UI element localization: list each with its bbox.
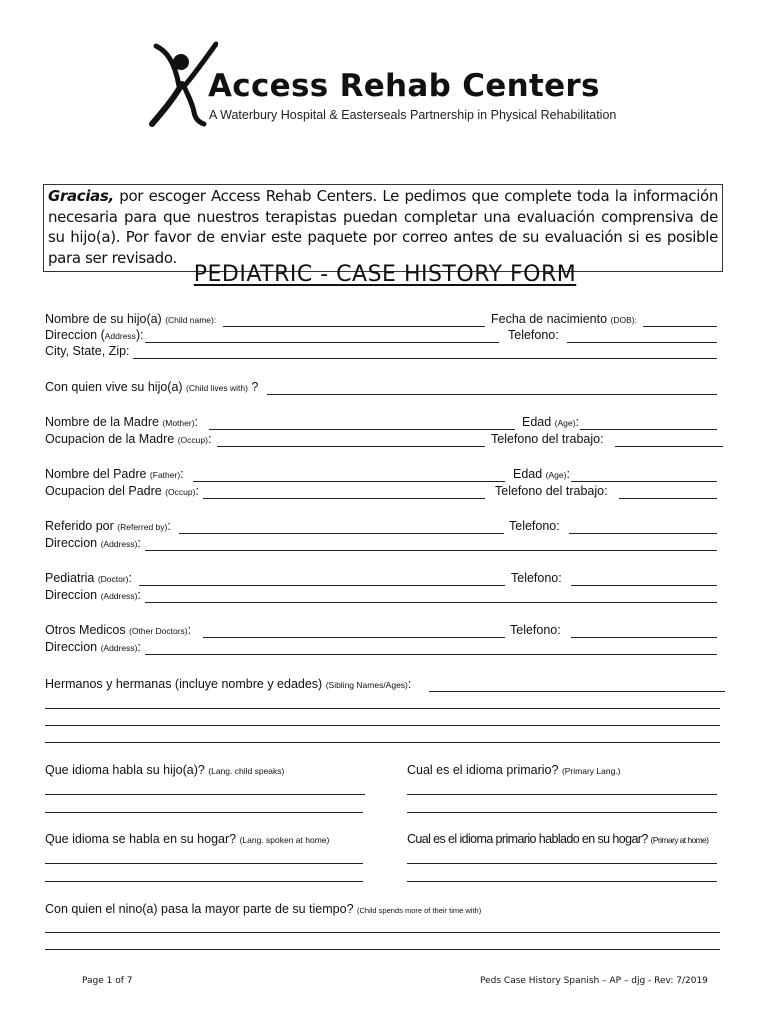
- father-occ-label: Ocupacion del Padre (Occup):: [45, 484, 199, 498]
- pediatrician-field[interactable]: [139, 584, 505, 586]
- father-age-label: Edad (Age):: [513, 467, 570, 481]
- lang-home-line-1[interactable]: [45, 862, 363, 864]
- time-with-line-2[interactable]: [45, 948, 720, 950]
- time-with-line-1[interactable]: [45, 931, 720, 933]
- lang-child-line-1[interactable]: [45, 793, 365, 795]
- referred-phone-field[interactable]: [569, 532, 717, 534]
- brand-name: Access Rehab Centers: [208, 68, 600, 104]
- page-number: Page 1 of 7: [82, 976, 133, 986]
- siblings-line-2[interactable]: [45, 724, 720, 726]
- address-field[interactable]: [145, 341, 499, 343]
- siblings-label: Hermanos y hermanas (incluye nombre y edades) (Sibling Names/Ages):: [45, 677, 412, 691]
- other-doctors-address-label: Direccion (Address):: [45, 640, 141, 654]
- dob-field[interactable]: [643, 325, 717, 327]
- row-siblings: [45, 677, 725, 695]
- father-field[interactable]: [193, 480, 505, 482]
- father-age-field[interactable]: [571, 480, 717, 482]
- city-label: City, State, Zip:: [45, 344, 130, 358]
- other-doctors-address-field[interactable]: [145, 653, 717, 655]
- phone-field[interactable]: [567, 341, 717, 343]
- siblings-line-1[interactable]: [45, 707, 720, 709]
- pediatrician-phone-field[interactable]: [571, 584, 717, 586]
- mother-work-field[interactable]: [615, 445, 723, 447]
- row-referred: [45, 519, 725, 537]
- lang-primary-label: Cual es el idioma primario? (Primary Lang.): [407, 763, 621, 777]
- other-doctors-phone-field[interactable]: [571, 636, 717, 638]
- referred-phone-label: Telefono:: [509, 519, 560, 533]
- referred-label: Referido por (Referred by):: [45, 519, 171, 533]
- other-doctors-phone-label: Telefono:: [510, 623, 561, 637]
- row-lives-with: [45, 380, 725, 398]
- siblings-line-3[interactable]: [45, 741, 720, 743]
- row-father-occ: [45, 484, 725, 502]
- row-other-doctors-address: [45, 640, 725, 658]
- child-name-field[interactable]: [223, 325, 485, 327]
- row-mother-occ: [45, 432, 725, 450]
- doc-revision: Peds Case History Spanish – AP – djg - Rev: 7/2019: [480, 976, 708, 986]
- row-other-doctors: [45, 623, 725, 641]
- other-doctors-label: Otros Medicos (Other Doctors):: [45, 623, 192, 637]
- referred-field[interactable]: [179, 532, 504, 534]
- father-work-label: Telefono del trabajo:: [495, 484, 608, 498]
- pediatrician-address-field[interactable]: [145, 601, 717, 603]
- father-work-field[interactable]: [619, 497, 717, 499]
- mother-age-field[interactable]: [580, 428, 717, 430]
- lives-with-field[interactable]: [267, 393, 717, 395]
- mother-label: Nombre de la Madre (Mother):: [45, 415, 199, 429]
- time-with-label: Con quien el nino(a) pasa la mayor parte de su tiempo? (Child spends more of their time with): [45, 902, 482, 916]
- lang-primary-line-2[interactable]: [407, 811, 717, 813]
- other-doctors-field[interactable]: [203, 636, 505, 638]
- brand-tagline: A Waterbury Hospital & Easterseals Partnership in Physical Rehabilitation: [209, 108, 617, 122]
- row-pediatrician-address: [45, 588, 725, 606]
- lives-with-label: Con quien vive su hijo(a) (Child lives with) ?: [45, 380, 259, 394]
- pediatrician-address-label: Direccion (Address):: [45, 588, 141, 602]
- mother-occ-label: Ocupacion de la Madre (Occup):: [45, 432, 212, 446]
- mother-age-label: Edad (Age):: [522, 415, 579, 429]
- row-father: [45, 467, 725, 485]
- lang-primary-line-1[interactable]: [407, 793, 717, 795]
- intro-paragraph: [43, 184, 723, 272]
- dob-label: Fecha de nacimiento (DOB):: [491, 312, 637, 326]
- pediatrician-phone-label: Telefono:: [511, 571, 562, 585]
- mother-work-label: Telefono del trabajo:: [491, 432, 604, 446]
- referred-address-field[interactable]: [145, 549, 717, 551]
- mother-occ-field[interactable]: [217, 445, 485, 447]
- row-referred-address: [45, 536, 725, 554]
- row-city: [45, 344, 725, 362]
- address-label: Direccion (Address):: [45, 328, 144, 342]
- lang-home-primary-label: Cual es el idioma primario hablado en su hogar? (Primary at home): [407, 832, 709, 846]
- lang-home-primary-line-2[interactable]: [407, 880, 717, 882]
- siblings-field[interactable]: [429, 690, 725, 692]
- lang-home-label: Que idioma se habla en su hogar? (Lang. spoken at home): [45, 832, 330, 846]
- row-pediatrician: [45, 571, 725, 589]
- logo: [148, 40, 628, 130]
- form-title: PEDIATRIC - CASE HISTORY FORM: [193, 262, 577, 287]
- pediatrician-label: Pediatria (Doctor):: [45, 571, 132, 585]
- father-label: Nombre del Padre (Father):: [45, 467, 184, 481]
- intro-lead: Gracias,: [48, 187, 114, 205]
- row-mother: [45, 415, 725, 433]
- referred-address-label: Direccion (Address):: [45, 536, 141, 550]
- father-occ-field[interactable]: [203, 497, 485, 499]
- city-field[interactable]: [133, 357, 717, 359]
- lang-child-label: Que idioma habla su hijo(a)? (Lang. child speaks): [45, 763, 285, 777]
- phone-label: Telefono:: [508, 328, 559, 342]
- lang-child-line-2[interactable]: [45, 811, 363, 813]
- lang-home-line-2[interactable]: [45, 880, 363, 882]
- intro-text: por escoger Access Rehab Centers. Le pedimos que complete toda la información necesaria para que nuestros terapistas puedan completar una evaluación comprensiva de su hijo(a). Por favor de enviar este paquete por correo antes de su evaluación si es posible para ser revisado.: [48, 187, 718, 267]
- lang-home-primary-line-1[interactable]: [407, 862, 717, 864]
- child-name-label: Nombre de su hijo(a) (Child name):: [45, 312, 217, 326]
- mother-field[interactable]: [209, 428, 515, 430]
